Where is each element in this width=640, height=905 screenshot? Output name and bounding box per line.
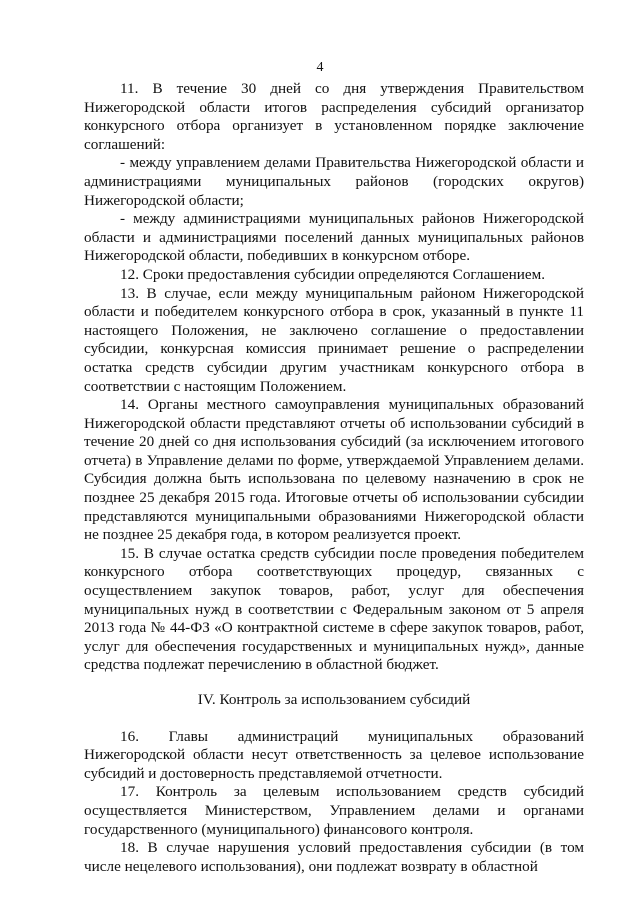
- paragraph-14: 14. Органы местного самоуправления муниципальных образований Нижегородской области представляют отчеты об использовании субсидий в течение 20 дней со дня использования субсидий (за исключением итогового отчета) в Управление делами по форме, утверждаемой Управлением делами. Субсидия должна быть использована по целевому назначению в срок не позднее 25 декабря 2015 года. Итоговые отчеты об использовании субсидии представляются муниципальными образованиями Нижегородской области не позднее 25 декабря года, в котором реализуется проект.: [84, 396, 584, 544]
- paragraph-17: 17. Контроль за целевым использованием средств субсидий осуществляется Министерством, Управлением делами и органами государственного (муниципального) финансового контроля.: [84, 783, 584, 838]
- paragraph-18: 18. В случае нарушения условий предоставления субсидии (в том числе нецелевого использования), они подлежат возврату в областной: [84, 839, 584, 875]
- page-number: 4: [316, 60, 324, 75]
- document-body: [84, 80, 584, 876]
- paragraph-13: 13. В случае, если между муниципальным районом Нижегородской области и победителем конкурсного отбора в срок, указанный в пункте 11 настоящего Положения, не заключено соглашение о предоставлении субсидии, конкурсная комиссия принимает решение о распределении остатка средств субсидии другим участникам конкурсного отбора в соответствии с настоящим Положением.: [84, 284, 584, 395]
- section-title: IV. Контроль за использованием субсидий: [197, 691, 471, 708]
- paragraph-11-item-1: - между управлением делами Правительства Нижегородской области и администрациями муниципальных районов (городских округов) Нижегородской области;: [84, 154, 584, 209]
- paragraph-11: 11. В течение 30 дней со дня утверждения Правительством Нижегородской области итогов распределения субсидий организатор конкурсного отбора организует в установленном порядке заключение соглашений:: [84, 80, 584, 153]
- paragraph-11-item-2: - между администрациями муниципальных районов Нижегородской области и администрациями поселений данных муниципальных районов Нижегородской области, победивших в конкурсном отборе.: [84, 210, 584, 265]
- paragraph-16: 16. Главы администраций муниципальных образований Нижегородской области несут ответственность за целевое использование субсидий и достоверность представляемой отчетности.: [84, 727, 584, 782]
- paragraph-15: 15. В случае остатка средств субсидии после проведения победителем конкурсного отбора соответствующих процедур, связанных с осуществлением закупок товаров, работ, услуг для обеспечения муниципальных нужд в соответствии с Федеральным законом от 5 апреля 2013 года № 44-ФЗ «О контрактной системе в сфере закупок товаров, работ, услуг для обеспечения государственных и муниципальных нужд», данные средства подлежат перечислению в областной бюджет.: [84, 544, 584, 674]
- paragraph-12: 12. Сроки предоставления субсидии определяются Соглашением.: [120, 265, 546, 283]
